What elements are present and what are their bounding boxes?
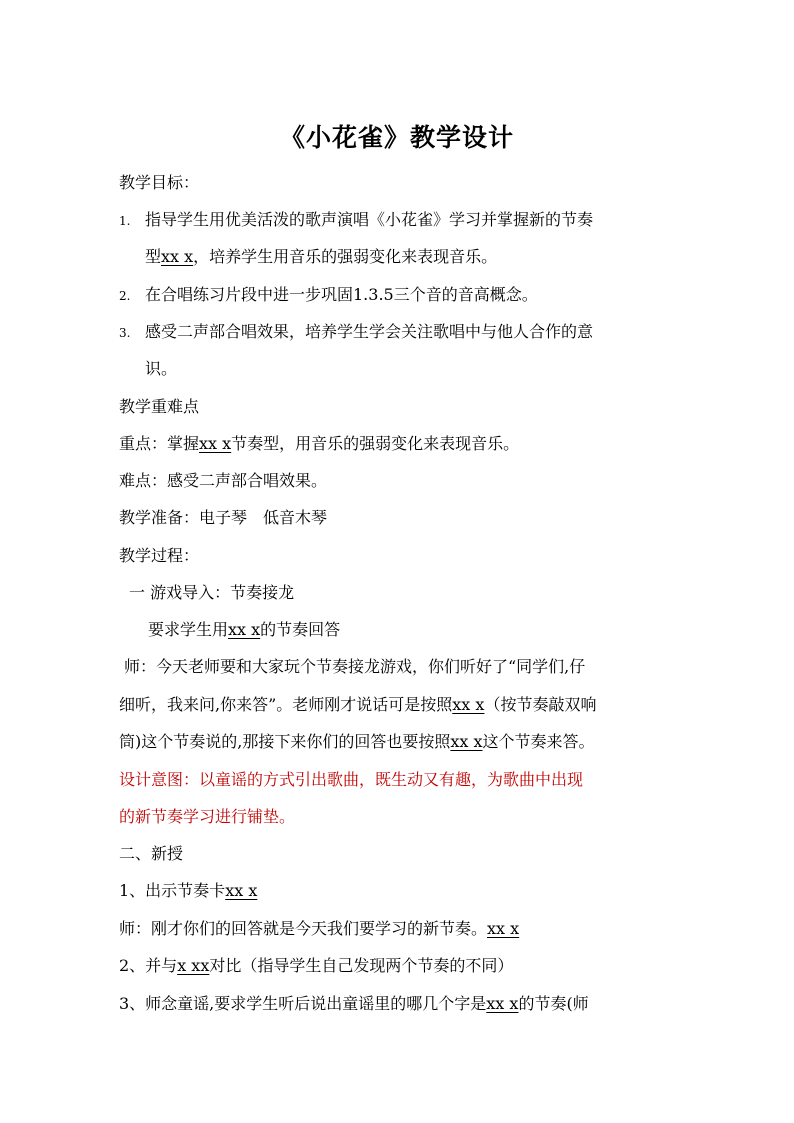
step-text: 对比（指导学生自己发现两个节奏的不同） [209,956,514,975]
teacher-text: （按节奏敲双响 [484,695,597,714]
teacher-text: 这个节奏来答。 [482,732,595,751]
step-text: 2、并与 [119,956,178,975]
rhythm-notation: xx x [199,434,232,453]
rhythm-notation: xx x [225,881,258,900]
part1-requirement [148,619,340,641]
objective-text: 型 [145,247,162,266]
focus-text: 节奏型，用音乐的强弱变化来表现音乐。 [231,434,520,453]
focus-text: 重点：掌握 [119,434,200,453]
step-text: 1、出示节奏卡 [119,881,226,900]
difficulty-line: 难点：感受二声部合唱效果。 [119,471,328,490]
step-1-teacher [119,918,519,940]
step-1 [119,880,257,902]
process-heading: 教学过程： [119,546,200,565]
teacher-text: 细听，我来问,你来答”。老师刚才说话可是按照 [119,695,453,714]
rhythm-notation: xx x [486,994,519,1013]
step-text: 师：刚才你们的回答就是今天我们要学习的新节奏。 [119,919,488,938]
prep-line: 教学准备：电子琴 低音木琴 [119,508,328,527]
teacher-text: 筒)这个节奏说的,那接下来你们的回答也要按照 [119,732,451,751]
part1-heading: 一 游戏导入：节奏接龙 [129,583,295,602]
step-text: 的节奏(师 [518,994,589,1013]
requirement-text: 的节奏回答 [260,620,341,639]
teacher-line-2 [119,694,596,716]
rhythm-notation: xx x [161,247,194,266]
list-number: 3. [119,326,131,340]
step-text: 3、师念童谣,要求学生听后说出童谣里的哪几个字是 [119,994,487,1013]
requirement-text: 要求学生用 [148,620,229,639]
rhythm-notation: xx x [487,919,520,938]
objective-text: 指导学生用优美活泼的歌声演唱《小花雀》学习并掌握新的节奏 [145,210,594,229]
objective-item-1 [119,209,593,232]
step-3 [119,993,589,1015]
focus-line [119,433,519,455]
rhythm-notation: xx x [450,732,483,751]
objective-item-3 [119,321,593,344]
rhythm-notation: x xx [177,956,210,975]
rhythm-notation: xx x [228,620,261,639]
rhythm-notation: xx x [452,695,485,714]
key-points-heading: 教学重难点 [119,397,200,416]
teacher-line-3 [119,731,595,753]
part2-heading: 二、新授 [119,844,184,863]
objective-text: 在合唱练习片段中进一步巩固1.3.5三个音的音高概念。 [145,285,538,304]
objective-item-1-cont [145,246,497,268]
objective-item-3-cont: 识。 [145,359,178,378]
objective-item-2 [119,284,538,307]
design-intent-line-1: 设计意图：以童谣的方式引出歌曲，既生动又有趣，为歌曲中出现 [119,770,584,789]
objectives-heading: 教学目标： [119,173,200,192]
list-number: 1. [119,214,131,228]
objective-text: ，培养学生用音乐的强弱变化来表现音乐。 [193,247,498,266]
list-number: 2. [119,289,131,303]
objective-text: 感受二声部合唱效果，培养学生学会关注歌唱中与他人合作的意 [145,322,594,341]
step-2 [119,955,513,977]
page-title: 《小花雀》教学设计 [279,123,514,152]
design-intent-line-2: 的新节奏学习进行铺垫。 [119,807,296,826]
teacher-line-1: 师：今天老师要和大家玩个节奏接龙游戏，你们听好了“同学们,仔 [124,657,586,676]
